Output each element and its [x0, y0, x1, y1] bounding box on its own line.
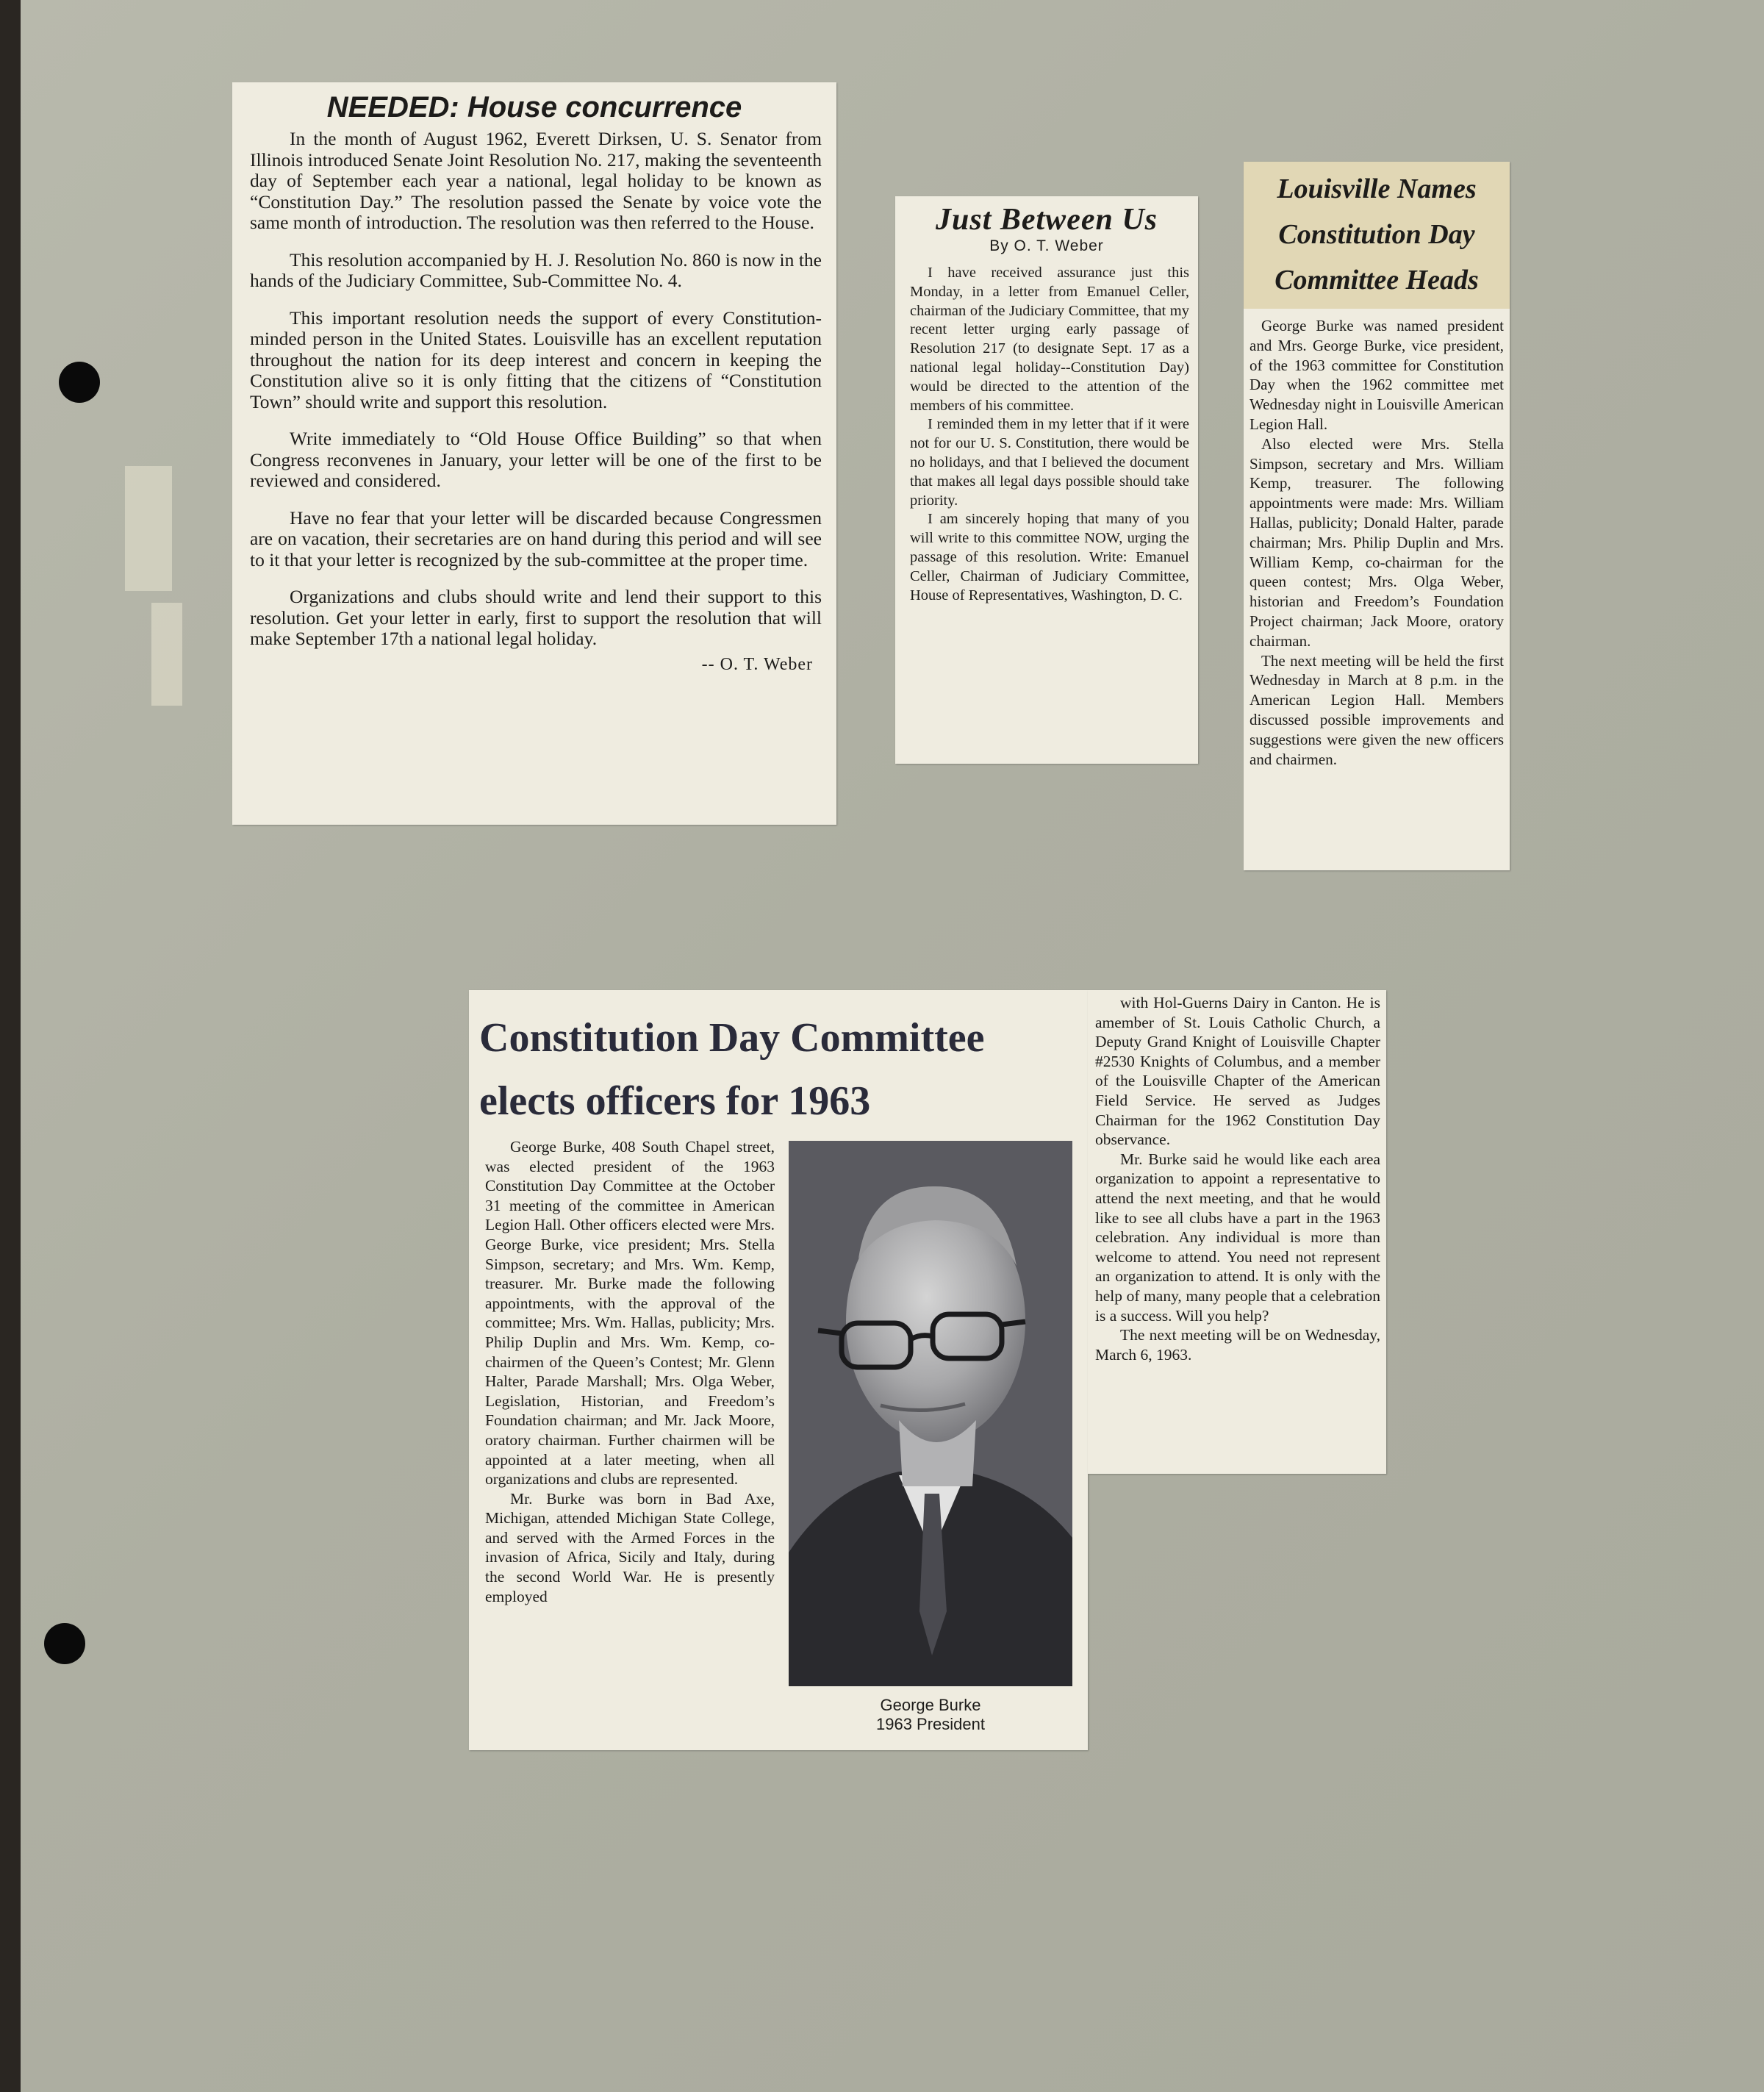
- punch-hole-bottom: [44, 1623, 85, 1664]
- paragraph: The next meeting will be held the first Wednesday in March at 8 p.m. in the American Legion Hall. Members discussed possible improvements and suggestions were given the new officers and chairmen.: [1250, 651, 1504, 768]
- paragraph: I reminded them in my letter that if it were not for our U. S. Constitution, there would be no holidays, and that I believed the document that makes all legal days possible should take priority.: [910, 416, 1189, 509]
- clipping-headline: Just Between Us: [935, 203, 1158, 237]
- paragraph: Have no fear that your letter will be discarded because Congressmen are on vacation, their secretaries are on hand during this period and will see to it that your letter is recognized by the sub-committee at the proper time.: [250, 506, 822, 570]
- portrait-photo: [789, 1141, 1072, 1686]
- paragraph: I have received assurance just this Monday, in a letter from Emanuel Celler, chairman of the Judiciary Committee, that my recent letter urging early passage of Resolution 217 (to designate Sept. 17 as a national legal holiday--Constitution Day) would be directed to the attention of the members of his committee.: [910, 265, 1189, 414]
- paragraph: George Burke was named president and Mrs. George Burke, vice president, of the 1963 committee for Constitution Day when the 1962 committee met Wednesday night in Louisville American Legion Hall.: [1250, 317, 1504, 433]
- paragraph: I am sincerely hoping that many of you will write to this committee NOW, urging the passage of this resolution. Write: Emanuel Celler, Chairman of Judiciary Committee, House of Representatives, Washington, D. C.: [910, 511, 1189, 603]
- article-column-left: [485, 1137, 775, 1606]
- paragraph: with Hol-Guerns Dairy in Canton. He is amember of St. Louis Catholic Church, a Deputy Grand Knight of Louisville Chapter #2530 Knights of Columbus, and a member of the Louisville Chapter of the American Field Service. He served as Judges Chairman for the 1962 Constitution Day observance.: [1095, 994, 1380, 1149]
- tape-strip: [125, 466, 172, 591]
- portrait-illustration: [789, 1141, 1072, 1686]
- tape-strip: [151, 603, 182, 706]
- byline: By O. T. Weber: [989, 237, 1104, 254]
- clipping-headline: NEEDED: House concurrence: [326, 91, 742, 123]
- photo-caption-name: George Burke: [880, 1696, 981, 1714]
- clipping-headline: Constitution Day Committee elects officers for 1963: [479, 1015, 985, 1124]
- paragraph: Also elected were Mrs. Stella Simpson, secretary and Mrs. William Kemp, treasurer. The following appointments were made: Mrs. William Hallas, publicity; Donald Halter, parade chairman; Mrs. Philip Duplin and Mrs. William Kemp, co-chairman for the queen contest; Mrs. Olga Weber, historian and Freedom’s Foundation Project chairman; Jack Moore, oratory chairman.: [1250, 434, 1504, 650]
- clipping-needed-house-concurrence: [232, 82, 836, 825]
- paragraph: George Burke, 408 South Chapel street, was elected president of the 1963 Constitution Day Committee at the October 31 meeting of the committee in American Legion Hall. Other officers elected were Mrs. George Burke, vice president; Mrs. Stella Simpson, secretary; and Mrs. Wm. Kemp, treasurer. Mr. Burke made the following appointments, with the approval of the committee; Mrs. Wm. Hallas, publicity; Mrs. Philip Duplin and Mrs. Wm. Kemp, co-chairmen of the Queen’s Contest; Mr. Glenn Halter, Parade Marshall; Mrs. Olga Weber, Legislation, Historian, and Freedom’s Foundation chairman; and Mr. Jack Moore, oratory chairman. Further chairmen will be appointed at a later meeting, when all organizations and clubs are represented.: [485, 1138, 775, 1489]
- paragraph: The next meeting will be on Wednesday, March 6, 1963.: [1095, 1326, 1380, 1364]
- paragraph: In the month of August 1962, Everett Dirksen, U. S. Senator from Illinois introduced Senate Joint Resolution No. 217, making the seventeenth day of September each year a national, legal holiday to be known as “Constitution Day.” The resolution passed the Senate by voice vote the same month of introduction. The resolution was then referred to the House.: [250, 128, 822, 233]
- signature: -- O. T. Weber: [701, 654, 813, 674]
- clipping-committee-elects-officers: [469, 990, 1088, 1750]
- clipping-just-between-us: [895, 196, 1198, 764]
- paragraph: This important resolution needs the support of every Constitution-minded person in the United States. Louisville has an excellent reputation throughout the nation for its deep interest and concern in keeping the Constitution alive so it is only fitting that the citizens of “Constitution Town” should write and support this resolution.: [250, 307, 822, 412]
- clipping-committee-continued: [1088, 990, 1386, 1474]
- photo-caption-title: 1963 President: [876, 1715, 985, 1733]
- paragraph: Write immediately to “Old House Office Building” so that when Congress reconvenes in January, your letter will be one of the first to be reviewed and considered.: [250, 428, 822, 491]
- paragraph: Organizations and clubs should write and lend their support to this resolution. Get your letter in early, first to support the resolution that will make September 17th a national legal holiday.: [250, 586, 822, 649]
- paragraph: Mr. Burke was born in Bad Axe, Michigan, attended Michigan State College, and served with the Armed Forces in the invasion of Africa, Sicily and Italy, during the second World War. He is presently employed: [485, 1489, 775, 1605]
- clipping-headline: Louisville Names Constitution Day Committee Heads: [1244, 162, 1510, 309]
- clipping-louisville-names-heads: [1244, 162, 1510, 870]
- punch-hole-top: [59, 362, 100, 403]
- paragraph: This resolution accompanied by H. J. Resolution No. 860 is now in the hands of the Judiciary Committee, Sub-Committee No. 4.: [250, 248, 822, 291]
- paragraph: Mr. Burke said he would like each area organization to appoint a representative to attend the next meeting, and that he would like to see all clubs have a part in the 1963 celebration. Any individual is more than welcome to attend. You need not represent an organization to attend. It is only with the help of many, many people that a celebration is a success. Will you help?: [1095, 1150, 1380, 1325]
